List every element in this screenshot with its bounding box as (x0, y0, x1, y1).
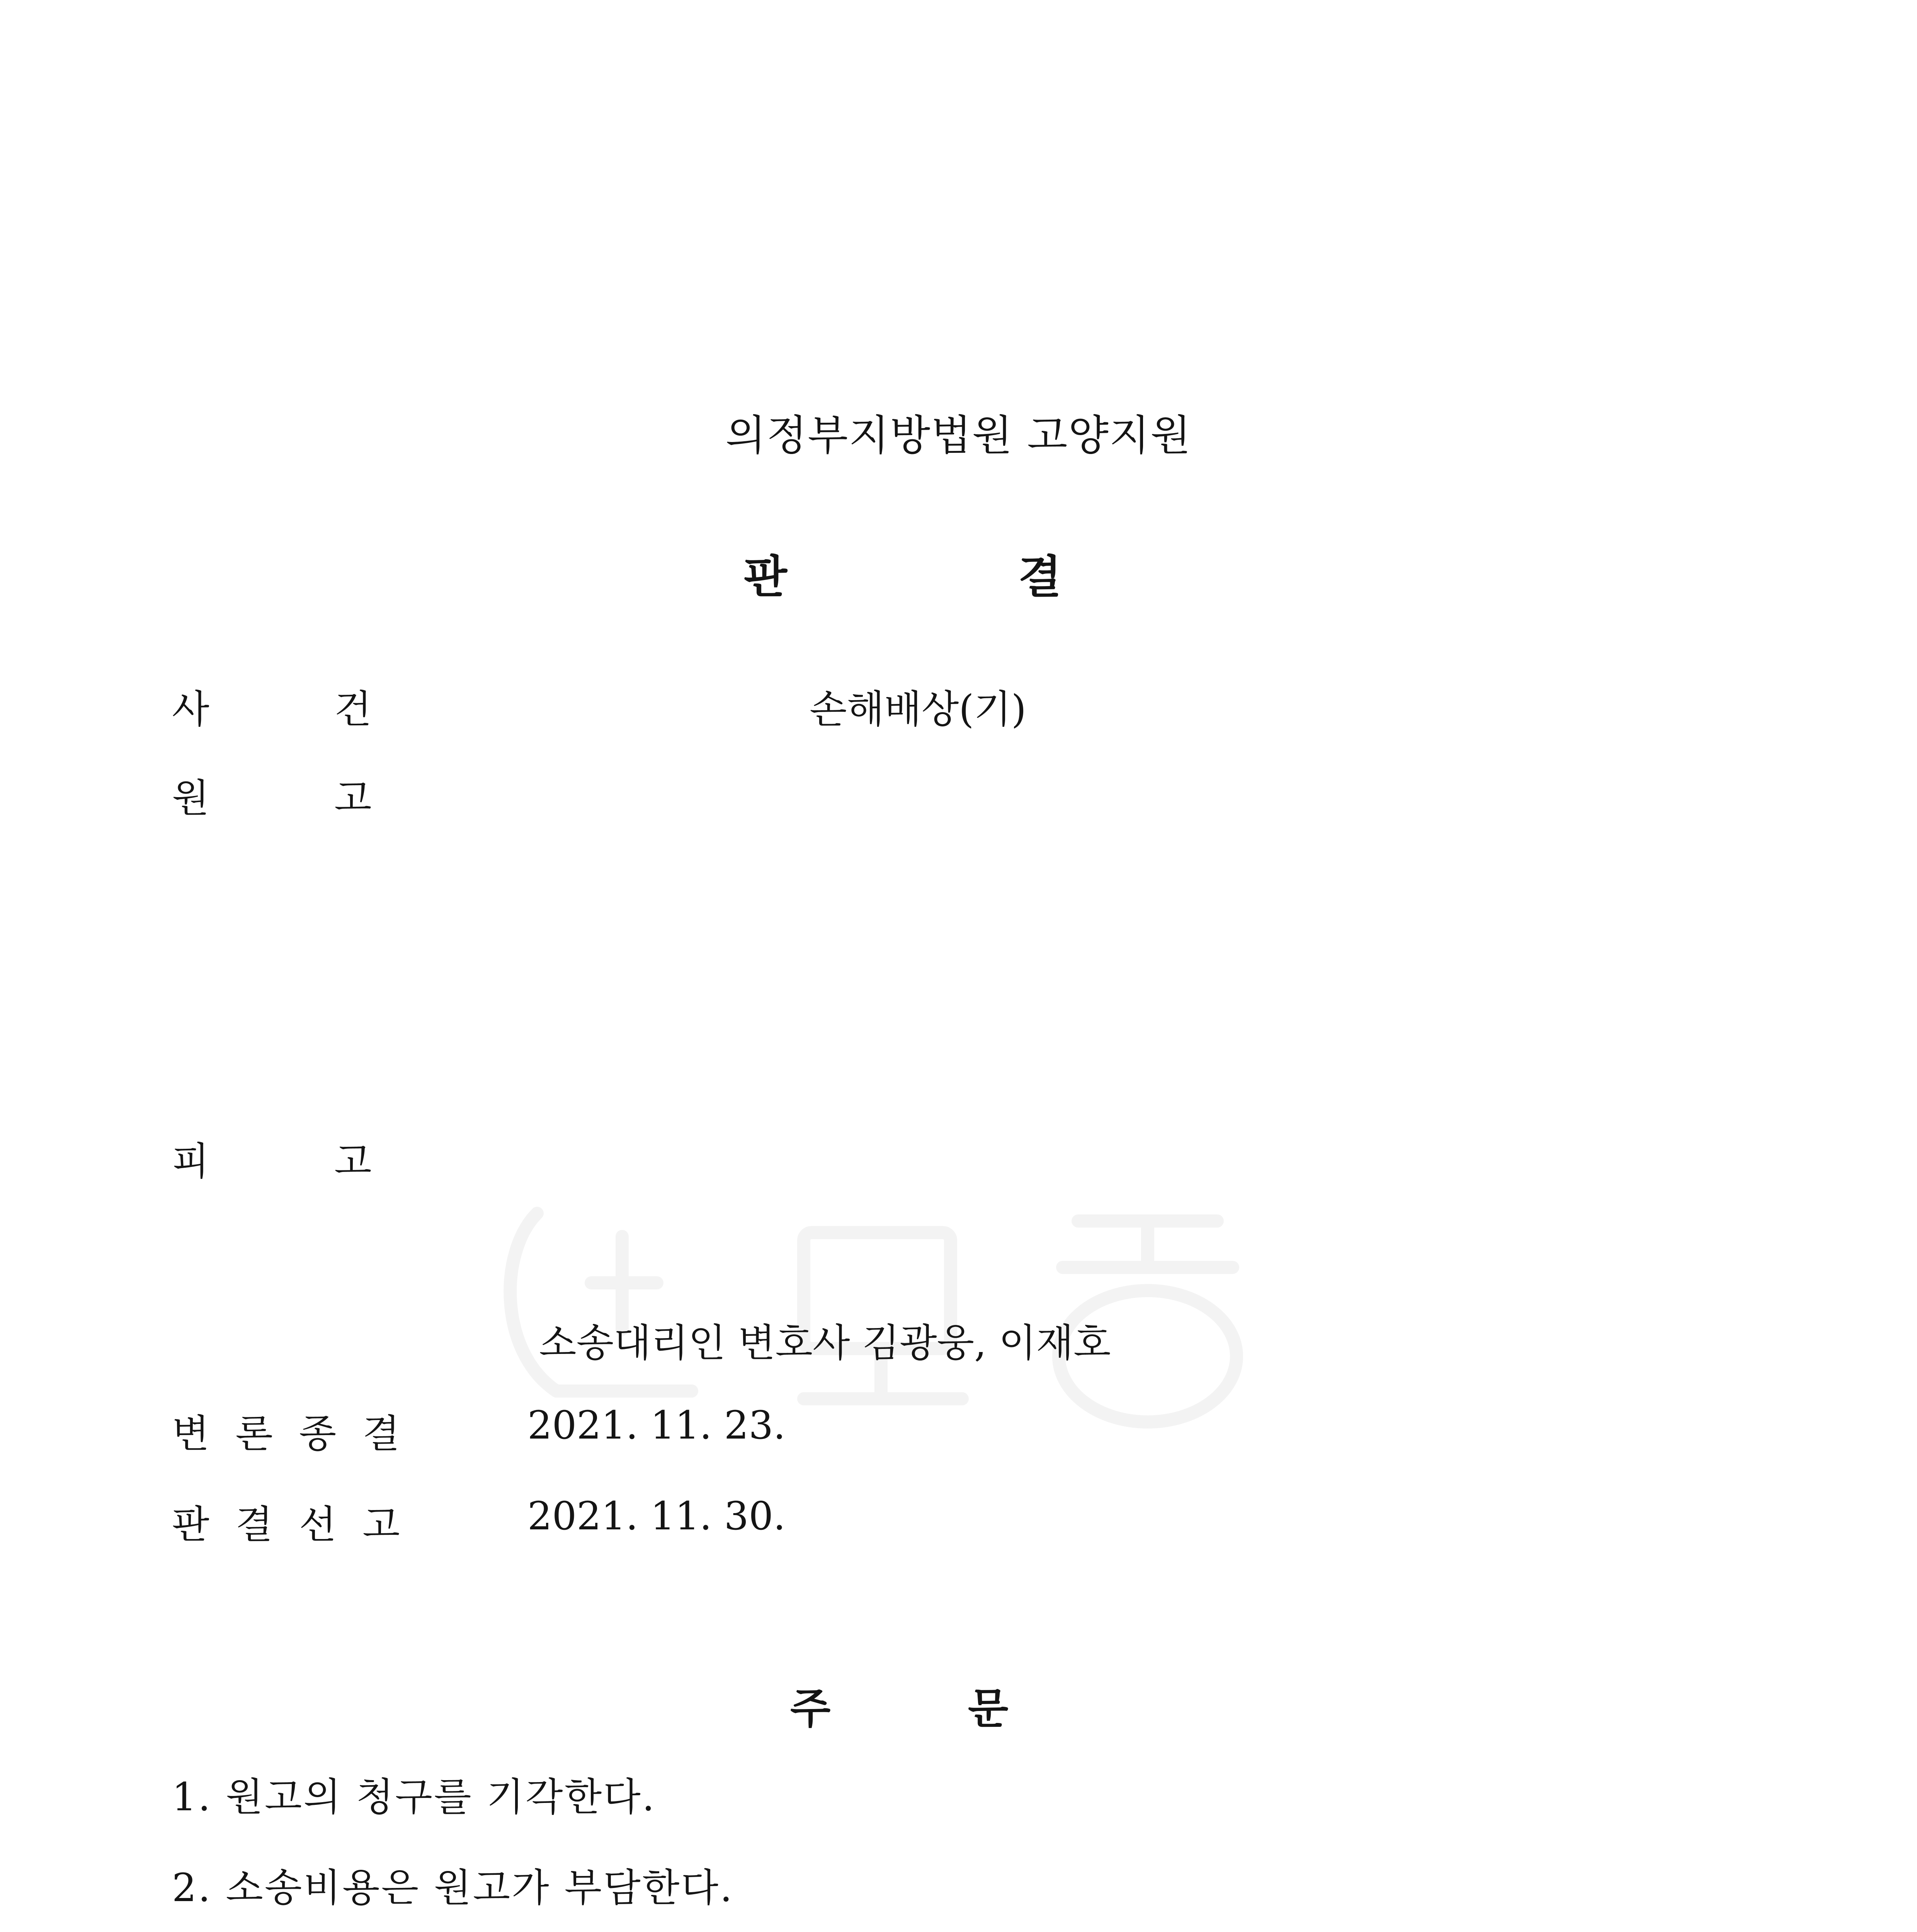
order-item-2: 2. 소송비용은 원고가 부담한다. (172, 1865, 734, 1910)
ruling-date: 2021. 11. 30. (527, 1493, 786, 1539)
order-heading-right: 문 (968, 1685, 1009, 1733)
closing-label: 변 론 종 결 (172, 1411, 407, 1456)
plaintiff-label-b: 고 (334, 776, 372, 821)
counsel-line: 소송대리인 변호사 김광웅, 이재호 (539, 1320, 1111, 1366)
closing-date: 2021. 11. 23. (527, 1403, 786, 1448)
case-value: 손해배상(기) (810, 687, 1027, 732)
order-heading-left: 주 (790, 1685, 831, 1733)
order-item-1: 1. 원고의 청구를 기각한다. (172, 1774, 656, 1820)
case-label-b: 건 (334, 687, 372, 732)
court-name: 의정부지방법원 고양지원 (725, 412, 1192, 460)
doc-title-right: 결 (1018, 551, 1062, 603)
defendant-label-b: 고 (334, 1139, 372, 1184)
plaintiff-label-a: 원 (172, 776, 209, 821)
case-label-a: 사 (172, 687, 209, 732)
defendant-label-a: 피 (172, 1139, 209, 1184)
ruling-label: 판 결 선 고 (172, 1502, 407, 1547)
doc-title-left: 판 (744, 551, 788, 603)
